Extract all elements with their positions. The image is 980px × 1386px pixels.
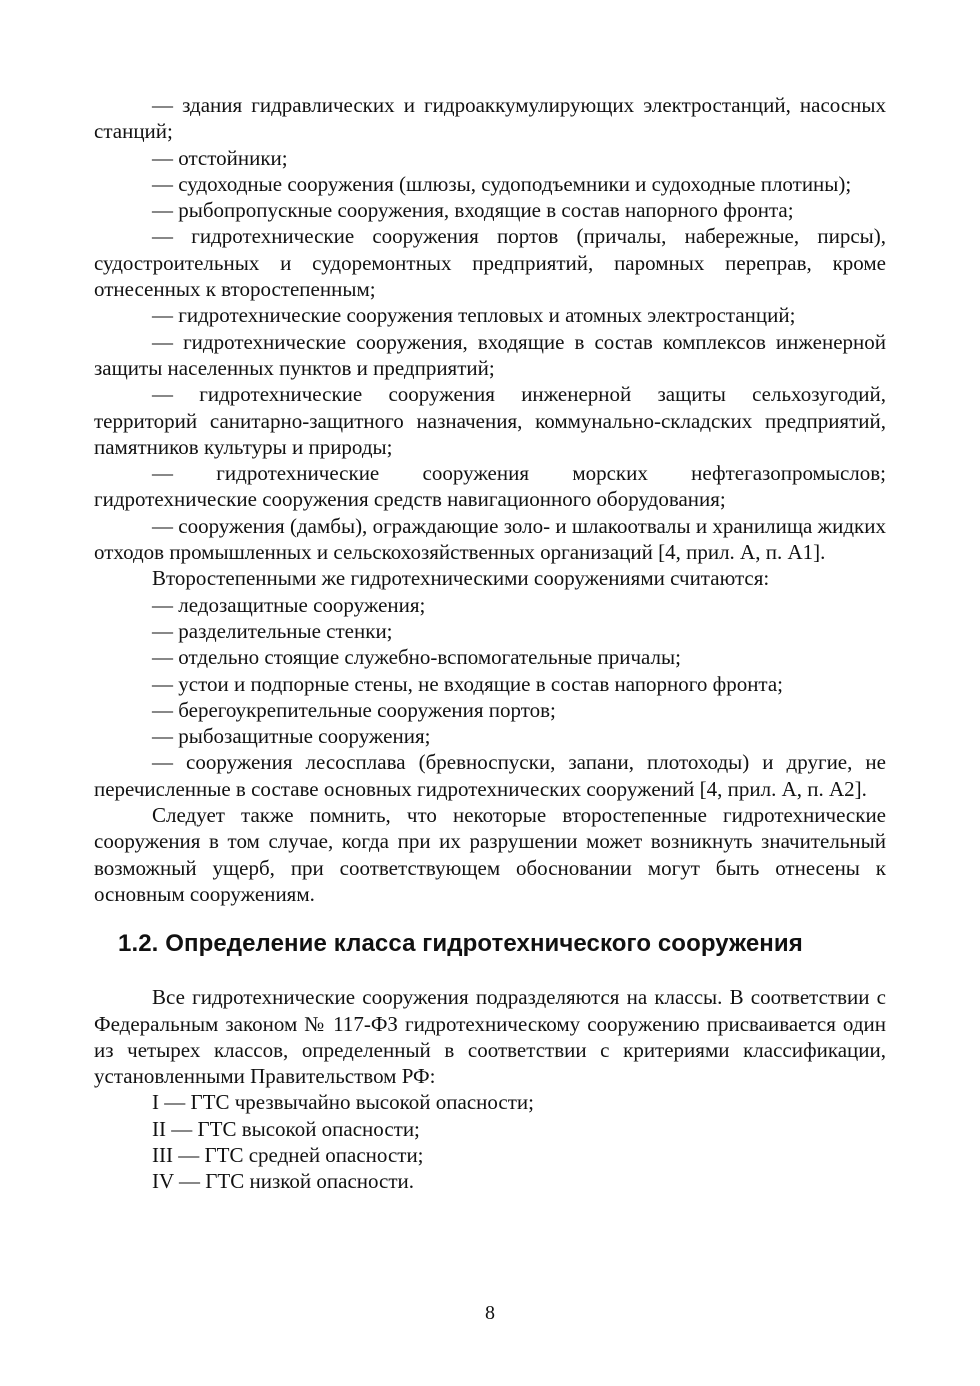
paragraph: — берегоукрепительные сооружения портов;: [152, 697, 556, 722]
page-number: 8: [485, 1302, 495, 1324]
paragraph: — здания гидравлических и гидроаккумулирующих электростанций, насосных станций;: [94, 93, 886, 144]
list-item-class: I — ГТС чрезвычайно высокой опасности;: [152, 1090, 534, 1115]
list-item-class: II — ГТС высокой опасности;: [152, 1116, 420, 1141]
paragraph: — гидротехнические сооружения инженерной защиты сельхозугодий, территорий санитарно-защитного назначения, коммунально-складских предприятий, памятников культуры и природы;: [94, 382, 886, 459]
paragraph: — отдельно стоящие служебно-вспомогательные причалы;: [152, 645, 681, 670]
paragraph: — гидротехнические сооружения тепловых и атомных электростанций;: [152, 303, 796, 328]
paragraph: — отстойники;: [152, 145, 288, 170]
paragraph: Следует также помнить, что некоторые второстепенные гидротехнические сооружения в том случае, когда при их разрушении может возникнуть значительный возможный ущерб, при соответствующем обосновании могут быть отнесены к основным сооружениям.: [94, 803, 886, 906]
paragraph: — судоходные сооружения (шлюзы, судоподъемники и судоходные плотины);: [152, 171, 852, 196]
list-item-class: IV — ГТС низкой опасности.: [152, 1169, 415, 1194]
paragraph: — разделительные стенки;: [152, 618, 393, 643]
paragraph: Все гидротехнические сооружения подразделяются на классы. В соответствии с Федеральным законом № 117-ФЗ гидротехническому сооружению присваивается один из четырех классов, определенный в соответствии с критериями классификации, установленными Правительством РФ:: [94, 985, 886, 1089]
paragraph: Второстепенными же гидротехническими сооружениями считаются:: [152, 566, 770, 591]
paragraph: — рыбопропускные сооружения, входящие в состав напорного фронта;: [152, 198, 794, 223]
paragraph: — устои и подпорные стены, не входящие в состав напорного фронта;: [152, 671, 784, 696]
paragraph: — сооружения (дамбы), ограждающие золо- и шлакоотвалы и хранилища жидких отходов промышленных и сельскохозяйственных организаций [4, прил. А, п. А1].: [94, 513, 886, 565]
section-heading: 1.2. Определение класса гидротехнического сооружения: [118, 930, 803, 958]
paragraph: — ледозащитные сооружения;: [152, 592, 426, 617]
paragraph: — гидротехнические сооружения, входящие в состав комплексов инженерной защиты населенных пунктов и предприятий;: [94, 329, 886, 380]
document-page: [94, 92, 886, 1195]
paragraph: — гидротехнические сооружения морских нефтегазопромыслов; гидротехнические сооружения средств навигационного оборудования;: [94, 461, 886, 512]
paragraph: — гидротехнические сооружения портов (причалы, набережные, пирсы), судостроительных и судоремонтных предприятий, паромных переправ, кроме отнесенных к второстепенным;: [94, 224, 886, 302]
list-item-class: III — ГТС средней опасности;: [152, 1142, 424, 1167]
paragraph: — рыбозащитные сооружения;: [152, 724, 431, 749]
paragraph: — сооружения лесосплава (бревноспуски, запани, плотоходы) и другие, не перечисленные в составе основных гидротехнических сооружений [4, прил. А, п. А2].: [94, 750, 886, 801]
